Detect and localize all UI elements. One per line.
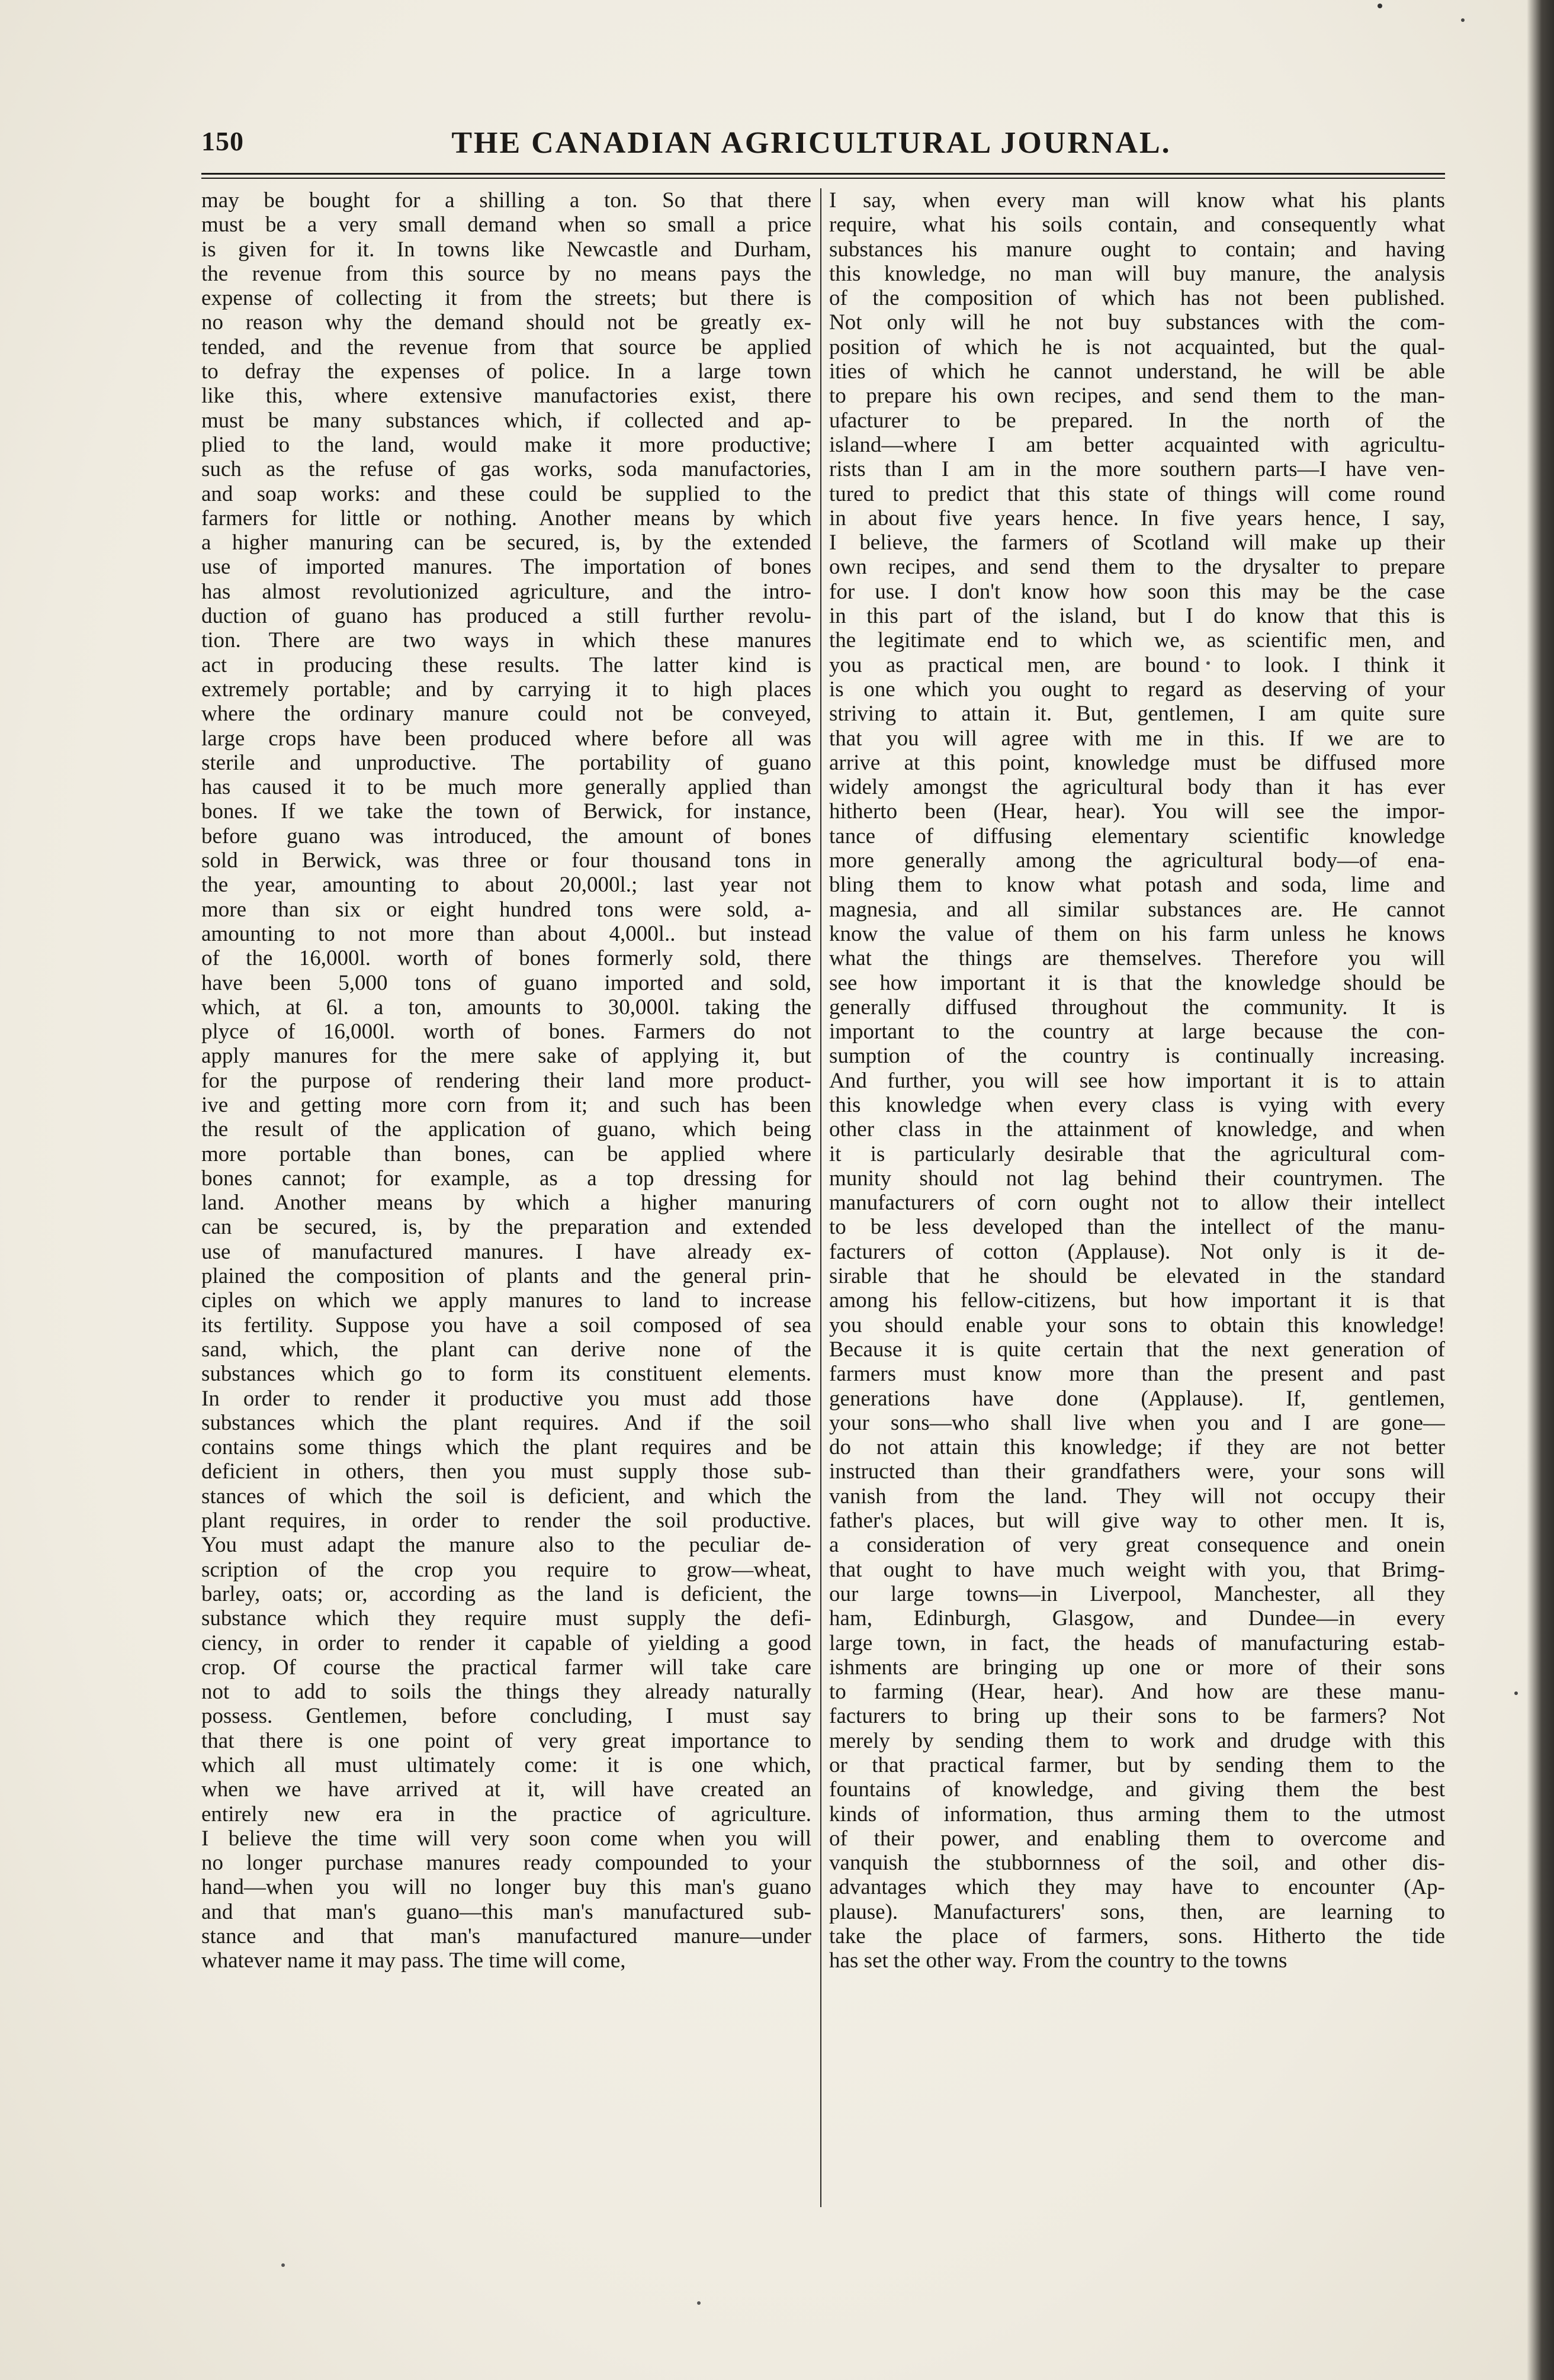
header-rule-thin xyxy=(201,178,1445,179)
text-line: not to add to soils the things they already naturally xyxy=(201,1680,811,1704)
text-line: which all must ultimately come: it is one which, xyxy=(201,1753,811,1777)
text-line: farmers for little or nothing. Another means by which xyxy=(201,506,811,530)
text-line: like this, where extensive manufactories exist, there xyxy=(201,384,811,409)
text-line: that you will agree with me in this. If we are to xyxy=(829,726,1445,751)
text-line: the revenue from this source by no means pays the xyxy=(201,261,811,286)
text-line: its fertility. Suppose you have a soil composed of sea xyxy=(201,1313,811,1337)
text-line: such as the refuse of gas works, soda manufactories, xyxy=(201,457,811,482)
text-line: act in producing these results. The latter kind is xyxy=(201,652,811,677)
text-line: you should enable your sons to obtain this knowledge! xyxy=(829,1313,1445,1337)
text-line: to farming (Hear, hear). And how are these manu- xyxy=(829,1680,1445,1704)
text-line: is given for it. In towns like Newcastle and Durham, xyxy=(201,237,811,262)
text-line: sirable that he should be elevated in the standard xyxy=(829,1264,1445,1289)
text-line: this knowledge when every class is vying with every xyxy=(829,1092,1445,1117)
text-line: ham, Edinburgh, Glasgow, and Dundee—in every xyxy=(829,1606,1445,1631)
text-line: ciples on which we apply manures to land to increase xyxy=(201,1288,811,1313)
text-line: merely by sending them to work and drudge with this xyxy=(829,1728,1445,1753)
text-line: You must adapt the manure also to the peculiar de- xyxy=(201,1533,811,1558)
text-line: and soap works: and these could be supplied to the xyxy=(201,481,811,506)
text-line: munity should not lag behind their countrymen. The xyxy=(829,1166,1445,1191)
text-line: magnesia, and all similar substances are. He cannot xyxy=(829,897,1445,922)
text-line: And further, you will see how important it is to attain xyxy=(829,1068,1445,1093)
text-line: what the things are themselves. Therefore you will xyxy=(829,946,1445,971)
text-line: the year, amounting to about 20,000l.; last year not xyxy=(201,873,811,898)
text-line: facturers to bring up their sons to be farmers? Not xyxy=(829,1704,1445,1729)
text-line: stances of which the soil is deficient, and which the xyxy=(201,1484,811,1509)
text-line: ufacturer to be prepared. In the north of the xyxy=(829,408,1445,433)
text-line: ive and getting more corn from it; and such has been xyxy=(201,1092,811,1117)
text-line: use of imported manures. The importation of bones xyxy=(201,555,811,580)
text-line: no reason why the demand should not be greatly ex- xyxy=(201,310,811,335)
text-line: to be less developed than the intellect of the manu- xyxy=(829,1215,1445,1240)
text-line: require, what his soils contain, and consequently what xyxy=(829,213,1445,237)
text-line: have been 5,000 tons of guano imported and sold, xyxy=(201,970,811,995)
text-line: tended, and the revenue from that source be applied xyxy=(201,335,811,359)
text-line: fountains of knowledge, and giving them the best xyxy=(829,1777,1445,1802)
text-line: can be secured, is, by the preparation and extended xyxy=(201,1215,811,1240)
text-line: bones. If we take the town of Berwick, for instance, xyxy=(201,799,811,824)
text-line: for the purpose of rendering their land more product- xyxy=(201,1068,811,1093)
running-title: THE CANADIAN AGRICULTURAL JOURNAL. xyxy=(451,126,1171,160)
text-line: bling them to know what potash and soda, lime and xyxy=(829,873,1445,898)
text-line: tance of diffusing elementary scientific knowledge xyxy=(829,824,1445,848)
text-line: plause). Manufacturers' sons, then, are learning to xyxy=(829,1899,1445,1924)
text-line: arrive at this point, knowledge must be diffused more xyxy=(829,750,1445,775)
text-line: land. Another means by which a higher manuring xyxy=(201,1191,811,1215)
text-line: I say, when every man will know what his plants xyxy=(829,188,1445,213)
text-line: the legitimate end to which we, as scientific men, and xyxy=(829,628,1445,653)
text-line: I believe the time will very soon come when you will xyxy=(201,1826,811,1851)
text-line: take the place of farmers, sons. Hitherto the tide xyxy=(829,1924,1445,1949)
text-line: farmers must know more than the present and past xyxy=(829,1362,1445,1387)
text-line: our large towns—in Liverpool, Manchester, all they xyxy=(829,1581,1445,1606)
text-line: position of which he is not acquainted, but the qual- xyxy=(829,335,1445,359)
text-line: extremely portable; and by carrying it to high places xyxy=(201,677,811,702)
text-line: bones cannot; for example, as a top dressing for xyxy=(201,1166,811,1191)
text-line: of their power, and enabling them to overcome and xyxy=(829,1826,1445,1851)
text-line: and that man's guano—this man's manufactured sub- xyxy=(201,1899,811,1924)
text-line: tured to predict that this state of things will come round xyxy=(829,481,1445,506)
text-line: among his fellow-citizens, but how important it is that xyxy=(829,1288,1445,1313)
text-line: of the composition of which has not been published. xyxy=(829,286,1445,311)
text-line: that there is one point of very great importance to xyxy=(201,1728,811,1753)
text-line: apply manures for the mere sake of applying it, but xyxy=(201,1044,811,1069)
text-line: substances which go to form its constituent elements. xyxy=(201,1362,811,1387)
text-line: has set the other way. From the country to the towns xyxy=(829,1948,1287,1973)
text-line: stance and that man's manufactured manure—under xyxy=(201,1924,811,1949)
text-line: father's places, but will give way to other men. It is, xyxy=(829,1509,1445,1533)
text-line: scription of the crop you require to grow—wheat, xyxy=(201,1557,811,1582)
text-line: where the ordinary manure could not be conveyed, xyxy=(201,702,811,726)
text-line: is one which you ought to regard as deserving of your xyxy=(829,677,1445,702)
text-line: own recipes, and send them to the drysalter to prepare xyxy=(829,555,1445,580)
text-line: generally diffused throughout the community. It is xyxy=(829,995,1445,1019)
text-line: may be bought for a shilling a ton. So that there xyxy=(201,188,811,213)
text-line: advantages which they may have to encounter (Ap- xyxy=(829,1875,1445,1900)
text-line: tion. There are two ways in which these manures xyxy=(201,628,811,653)
text-line: of the 16,000l. worth of bones formerly sold, there xyxy=(201,946,811,971)
text-line: the result of the application of guano, which being xyxy=(201,1117,811,1142)
text-line: before guano was introduced, the amount of bones xyxy=(201,824,811,848)
text-line: hitherto been (Hear, hear). You will see the impor- xyxy=(829,799,1445,824)
text-line: kinds of information, thus arming them to the utmost xyxy=(829,1802,1445,1826)
text-line: more portable than bones, can be applied where xyxy=(201,1141,811,1166)
text-line: plied to the land, would make it more productive; xyxy=(201,432,811,457)
text-line: vanquish the stubbornness of the soil, and other dis- xyxy=(829,1851,1445,1876)
text-line: use of manufactured manures. I have already ex- xyxy=(201,1239,811,1264)
text-line: no longer purchase manures ready compounded to your xyxy=(201,1851,811,1876)
text-line: island—where I am better acquainted with agricultu- xyxy=(829,432,1445,457)
text-line: your sons—who shall live when you and I are gone— xyxy=(829,1410,1445,1435)
text-line: duction of guano has produced a still further revolu- xyxy=(201,604,811,629)
text-line: entirely new era in the practice of agriculture. xyxy=(201,1802,811,1826)
text-line: barley, oats; or, according as the land is deficient, the xyxy=(201,1581,811,1606)
text-line: crop. Of course the practical farmer will take care xyxy=(201,1655,811,1680)
text-line: deficient in others, then you must supply those sub- xyxy=(201,1459,811,1484)
text-line: substances which the plant requires. And if the soil xyxy=(201,1410,811,1435)
text-line: ishments are bringing up one or more of their sons xyxy=(829,1655,1445,1680)
text-line: widely amongst the agricultural body than it has ever xyxy=(829,775,1445,800)
text-line: striving to attain it. But, gentlemen, I am quite sure xyxy=(829,702,1445,726)
text-line: amounting to not more than about 4,000l.. but instead xyxy=(201,921,811,946)
text-line: instructed than their grandfathers were, your sons will xyxy=(829,1459,1445,1484)
text-line: must be a very small demand when so small a price xyxy=(201,213,811,237)
text-line: ciency, in order to render it capable of yielding a good xyxy=(201,1630,811,1655)
text-line: in this part of the island, but I do know that this is xyxy=(829,604,1445,629)
text-line: or that practical farmer, but by sending them to the xyxy=(829,1753,1445,1777)
text-line: more generally among the agricultural body—of ena- xyxy=(829,848,1445,873)
text-line: hand—when you will no longer buy this man's guano xyxy=(201,1875,811,1900)
text-line: has caused it to be much more generally applied than xyxy=(201,775,811,800)
text-line: other class in the attainment of knowledge, and when xyxy=(829,1117,1445,1142)
text-line: that ought to have much weight with you, that Brimg- xyxy=(829,1557,1445,1582)
text-line: you as practical men, are bound to look. I think it xyxy=(829,652,1445,677)
text-line: has almost revolutionized agriculture, and the intro- xyxy=(201,579,811,604)
text-line: more than six or eight hundred tons were sold, a- xyxy=(201,897,811,922)
text-line: whatever name it may pass. The time will come, xyxy=(201,1948,626,1973)
text-line: expense of collecting it from the streets; but there is xyxy=(201,286,811,311)
text-line: a higher manuring can be secured, is, by the extended xyxy=(201,530,811,555)
text-line: substance which they require must supply the defi- xyxy=(201,1606,811,1631)
text-line: sold in Berwick, was three or four thousand tons in xyxy=(201,848,811,873)
text-line: facturers of cotton (Applause). Not only is it de- xyxy=(829,1239,1445,1264)
page-header xyxy=(201,126,1445,167)
text-line: sand, which, the plant can derive none of the xyxy=(201,1337,811,1362)
text-line: large town, in fact, the heads of manufacturing estab- xyxy=(829,1630,1445,1655)
text-line: it is particularly desirable that the agricultural com- xyxy=(829,1141,1445,1166)
right-text-column xyxy=(829,188,1445,2207)
text-line: Because it is quite certain that the next generation of xyxy=(829,1337,1445,1362)
text-line: for use. I don't know how soon this may be the case xyxy=(829,579,1445,604)
text-line: substances his manure ought to contain; and having xyxy=(829,237,1445,262)
text-line: contains some things which the plant requires and be xyxy=(201,1435,811,1460)
page-number: 150 xyxy=(201,126,244,156)
text-line: ities of which he cannot understand, he will be able xyxy=(829,359,1445,384)
text-line: rists than I am in the more southern parts—I have ven- xyxy=(829,457,1445,482)
text-line: plyce of 16,000l. worth of bones. Farmers do not xyxy=(201,1019,811,1044)
text-line: Not only will he not buy substances with the com- xyxy=(829,310,1445,335)
left-text-column xyxy=(201,188,811,2207)
text-line: In order to render it productive you must add those xyxy=(201,1386,811,1411)
text-line: to defray the expenses of police. In a large town xyxy=(201,359,811,384)
text-line: plant requires, in order to render the soil productive. xyxy=(201,1509,811,1533)
text-line: important to the country at large because the con- xyxy=(829,1019,1445,1044)
text-line: this knowledge, no man will buy manure, the analysis xyxy=(829,261,1445,286)
text-line: sterile and unproductive. The portability of guano xyxy=(201,750,811,775)
text-line: plained the composition of plants and the general prin- xyxy=(201,1264,811,1289)
text-line: which, at 6l. a ton, amounts to 30,000l. taking the xyxy=(201,995,811,1019)
text-line: vanish from the land. They will not occupy their xyxy=(829,1484,1445,1509)
text-line: do not attain this knowledge; if they are not better xyxy=(829,1435,1445,1460)
header-rule xyxy=(201,173,1445,175)
text-line: I believe, the farmers of Scotland will make up their xyxy=(829,530,1445,555)
text-line: must be many substances which, if collected and ap- xyxy=(201,408,811,433)
text-line: a consideration of very great consequence and onein xyxy=(829,1533,1445,1558)
text-line: large crops have been produced where before all was xyxy=(201,726,811,751)
text-line: know the value of them on his farm unless he knows xyxy=(829,921,1445,946)
text-line: in about five years hence. In five years hence, I say, xyxy=(829,506,1445,530)
text-line: when we have arrived at it, will have created an xyxy=(201,1777,811,1802)
text-line: generations have done (Applause). If, gentlemen, xyxy=(829,1386,1445,1411)
text-line: possess. Gentlemen, before concluding, I must say xyxy=(201,1704,811,1729)
text-line: manufacturers of corn ought not to allow their intellect xyxy=(829,1191,1445,1215)
text-line: see how important it is that the knowledge should be xyxy=(829,970,1445,995)
text-line: sumption of the country is continually increasing. xyxy=(829,1044,1445,1069)
column-divider xyxy=(820,188,821,2207)
text-line: to prepare his own recipes, and send them to the man- xyxy=(829,384,1445,409)
